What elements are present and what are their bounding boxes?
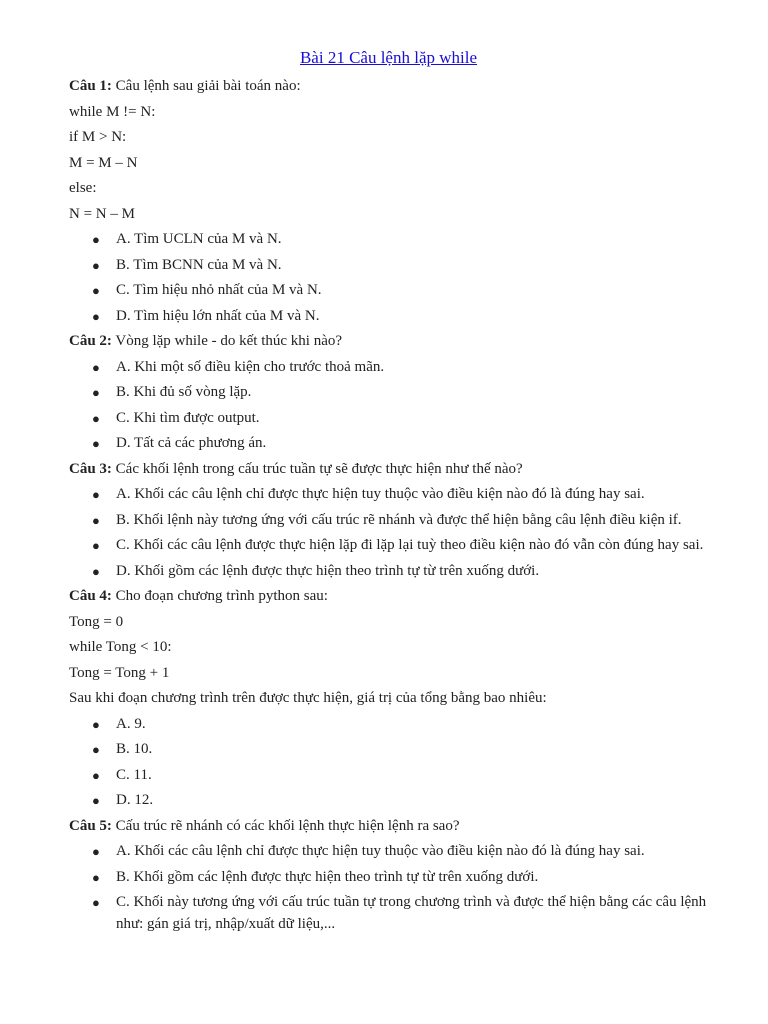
answer-list bbox=[69, 712, 708, 814]
answer-option: ● A. Tìm UCLN của M và N. bbox=[116, 227, 708, 253]
bullet-icon: ● bbox=[92, 512, 100, 528]
answer-list bbox=[69, 227, 708, 329]
title-link[interactable]: Bài 21 Câu lệnh lặp while bbox=[299, 48, 478, 67]
question-5 bbox=[69, 814, 708, 840]
answer-option: ● A. Khi một số điều kiện cho trước thoả mãn. bbox=[116, 355, 708, 381]
question-followup: Sau khi đoạn chương trình trên được thực hiện, giá trị của tổng bằng bao nhiêu: bbox=[69, 690, 547, 706]
answer-option: ● C. 11. bbox=[116, 763, 708, 789]
answer-option: ● D. 12. bbox=[116, 788, 708, 814]
code-line: N = N – M bbox=[69, 205, 135, 222]
question-text: Các khối lệnh trong cấu trúc tuần tự sẽ được thực hiện như thế nào? bbox=[111, 460, 523, 477]
bullet-icon: ● bbox=[92, 487, 100, 502]
answer-list bbox=[69, 355, 708, 457]
question-label: Câu 1: bbox=[69, 78, 112, 94]
answer-list bbox=[69, 482, 708, 584]
bullet-icon: ● bbox=[92, 716, 100, 732]
code-line: M = M – N bbox=[69, 154, 138, 171]
bullet-icon: ● bbox=[92, 538, 100, 553]
answer-option: ● B. Khi đủ số vòng lặp. bbox=[116, 380, 708, 406]
code-line: else: bbox=[69, 180, 97, 196]
question-4 bbox=[69, 584, 708, 610]
code-line: Tong = 0 bbox=[69, 613, 124, 630]
answer-option: ● C. Khối các câu lệnh được thực hiện lặp đi lặp lại tuỳ theo điều kiện nào đó vẫn còn đúng hay sai. bbox=[116, 533, 708, 559]
answer-option: ● B. Tìm BCNN của M và N. bbox=[116, 253, 708, 279]
bullet-icon: ● bbox=[92, 793, 100, 808]
answer-option: ● A. Khối các câu lệnh chỉ được thực hiện tuy thuộc vào điều kiện nào đó là đúng hay sai. bbox=[116, 482, 708, 508]
bullet-icon: ● bbox=[92, 308, 100, 324]
answer-option: ● A. 9. bbox=[116, 712, 708, 738]
bullet-icon: ● bbox=[92, 385, 100, 400]
bullet-icon: ● bbox=[92, 742, 100, 757]
question-3 bbox=[69, 457, 708, 483]
answer-option: ● B. Khối gồm các lệnh được thực hiện theo trình tự từ trên xuống dưới. bbox=[116, 865, 708, 891]
answer-option: ● C. Khi tìm được output. bbox=[116, 406, 708, 432]
question-label: Câu 5: bbox=[69, 817, 112, 834]
bullet-icon: ● bbox=[92, 844, 100, 859]
question-2 bbox=[69, 329, 708, 355]
answer-list bbox=[69, 839, 708, 937]
answer-option: ● C. Tìm hiệu nhỏ nhất của M và N. bbox=[116, 278, 708, 304]
question-text: Vòng lặp while - do kết thúc khi nào? bbox=[111, 333, 343, 349]
bullet-icon: ● bbox=[92, 767, 100, 783]
code-line: if M > N: bbox=[69, 129, 127, 145]
bullet-icon: ● bbox=[92, 257, 100, 273]
answer-option: ● B. Khối lệnh này tương ứng với cấu trúc rẽ nhánh và được thể hiện bằng câu lệnh điều kiện if. bbox=[116, 508, 708, 534]
bullet-icon: ● bbox=[92, 410, 100, 426]
bullet-icon: ● bbox=[92, 283, 100, 298]
question-label: Câu 2: bbox=[69, 333, 112, 349]
code-line: Tong = Tong + 1 bbox=[69, 664, 170, 681]
bullet-icon: ● bbox=[92, 436, 100, 451]
bullet-icon: ● bbox=[92, 563, 100, 579]
bullet-icon: ● bbox=[92, 895, 100, 910]
bullet-icon: ● bbox=[92, 869, 100, 885]
answer-option: ● C. Khối này tương ứng với cấu trúc tuần tự trong chương trình và được thể hiện bằng các câu lệnh như: gán giá trị, nhập/xuất dữ liệu,... bbox=[92, 894, 707, 932]
page-title bbox=[69, 46, 708, 70]
question-1 bbox=[69, 74, 708, 100]
answer-option: ● D. Khối gồm các lệnh được thực hiện theo trình tự từ trên xuống dưới. bbox=[116, 559, 708, 585]
answer-option: ● A. Khối các câu lệnh chỉ được thực hiện tuy thuộc vào điều kiện nào đó là đúng hay sai. bbox=[116, 839, 708, 865]
code-line: while Tong < 10: bbox=[69, 639, 172, 655]
code-line: while M != N: bbox=[69, 103, 156, 120]
bullet-icon: ● bbox=[92, 232, 100, 247]
question-label: Câu 4: bbox=[69, 588, 112, 604]
bullet-icon: ● bbox=[92, 359, 100, 375]
question-text: Cho đoạn chương trình python sau: bbox=[111, 588, 328, 604]
answer-option: ● D. Tìm hiệu lớn nhất của M và N. bbox=[116, 304, 708, 330]
question-label: Câu 3: bbox=[69, 460, 112, 477]
answer-option: ● D. Tất cả các phương án. bbox=[116, 431, 708, 457]
question-text: Câu lệnh sau giải bài toán nào: bbox=[111, 78, 301, 94]
answer-option: ● B. 10. bbox=[116, 737, 708, 763]
question-text: Cấu trúc rẽ nhánh có các khối lệnh thực hiện lệnh ra sao? bbox=[111, 817, 460, 834]
